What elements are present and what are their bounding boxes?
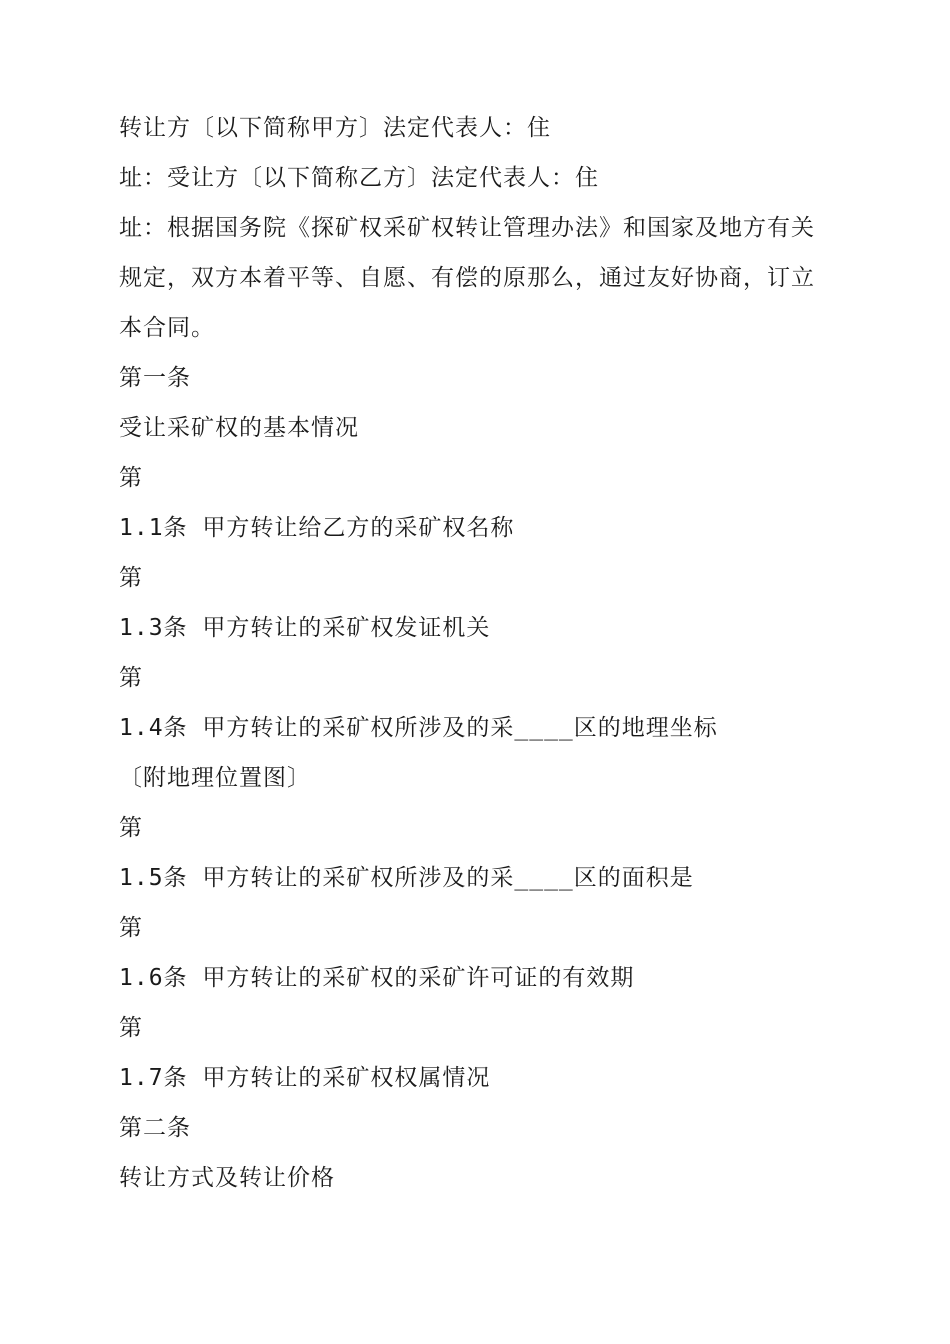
article-heading: 第一条: [119, 365, 191, 391]
text-line: 第: [119, 465, 143, 491]
text-line: 第: [119, 915, 143, 941]
clause-line: 1.4条 甲方转让的采矿权所涉及的采____区的地理坐标: [119, 715, 718, 741]
text-line: 第: [119, 665, 143, 691]
article-heading: 第二条: [119, 1115, 191, 1141]
clause-line: 1.1条 甲方转让给乙方的采矿权名称: [119, 515, 515, 541]
clause-line: 1.7条 甲方转让的采矿权权属情况: [119, 1065, 491, 1091]
clause-line: 1.6条 甲方转让的采矿权的采矿许可证的有效期: [119, 965, 635, 991]
article-title: 转让方式及转让价格: [119, 1165, 335, 1191]
text-line: 第: [119, 565, 143, 591]
article-title: 受让采矿权的基本情况: [119, 415, 359, 441]
text-line: 本合同。: [119, 315, 215, 341]
text-line: 转让方〔以下简称甲方〕法定代表人：住: [119, 115, 551, 141]
clause-line: 1.5条 甲方转让的采矿权所涉及的采____区的面积是: [119, 865, 694, 891]
document-body: [119, 103, 839, 1203]
text-line: 〔附地理位置图〕: [119, 765, 311, 791]
text-line: 址：受让方〔以下简称乙方〕法定代表人：住: [119, 165, 599, 191]
text-line: 规定，双方本着平等、自愿、有偿的原那么，通过友好协商，订立: [119, 265, 815, 291]
text-line: 第: [119, 1015, 143, 1041]
clause-line: 1.3条 甲方转让的采矿权发证机关: [119, 615, 491, 641]
text-line: 第: [119, 815, 143, 841]
text-line: 址：根据国务院《探矿权采矿权转让管理办法》和国家及地方有关: [119, 215, 815, 241]
